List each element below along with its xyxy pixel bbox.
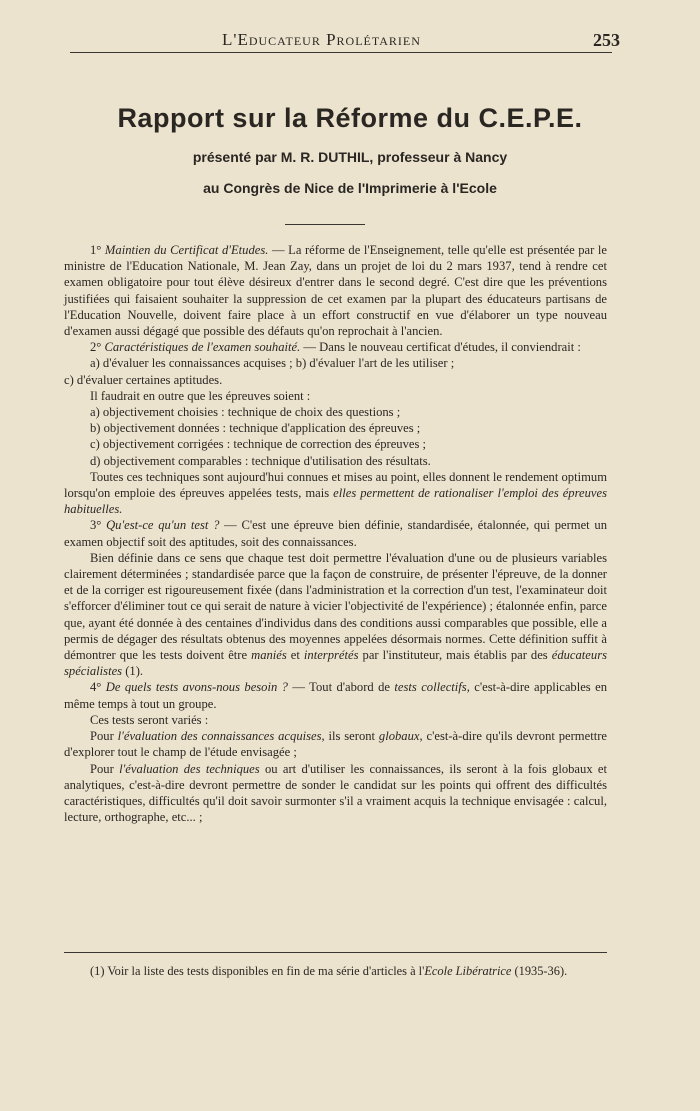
section-4-p2-a: Pour xyxy=(90,761,120,776)
section-3-definition-text: Bien définie dans ce sens que chaque test doit permettre l'évaluation d'une ou de plusieurs variables clairement déterminées ; standardisée parce que la façon de construire, de présenter l'épreuve, de la donner et de la corriger est rigoureusement fixée (dans l'administration et la correction d'un test, l'examinateur doit s'efforcer d'éliminer tout ce qui serait de nature à vicier l'objectivité de l'expérience) ; étalonnée enfin, parce que, ayant été donnée à des centaines d'individus dans des conditions aussi comparables que possible, elle a permis de dégager des résultats obtenus des moyennes appelées désormais normes. Cette définition suffit à démontrer que les tests doivent être xyxy=(64,550,607,663)
section-2-number: 2° xyxy=(90,340,105,355)
title-divider xyxy=(285,224,365,225)
section-4-p1-b: , ils seront xyxy=(321,729,379,744)
section-3-and: et xyxy=(286,648,304,663)
running-header xyxy=(70,30,620,53)
section-2-list-c: c) d'évaluer certaines aptitudes. xyxy=(64,372,223,387)
article-subtitle-congress: au Congrès de Nice de l'Imprimerie à l'Ecole xyxy=(203,180,497,196)
section-1-heading: Maintien du Certificat d'Etudes. xyxy=(104,243,269,257)
section-2-conclusion-italic: elles permettent de rationaliser l'emploi des épreuves habituelles. xyxy=(64,486,608,517)
section-3-definition-text-b: par l'instituteur, mais établis par des xyxy=(358,648,552,663)
section-3-italic-specialistes: éducateurs spécialistes xyxy=(64,648,607,679)
section-3-italic-manies: maniés xyxy=(251,648,287,663)
section-2-paragraph xyxy=(64,339,607,355)
section-2-item-b: b) objectivement données : technique d'application des épreuves ; xyxy=(90,421,421,436)
section-3-heading: Qu'est-ce qu'un test ? xyxy=(106,518,220,533)
footnote-divider xyxy=(64,952,607,953)
section-2-item-d: d) objectivement comparables : technique d'utilisation des résultats. xyxy=(90,453,431,468)
article-title: Rapport sur la Réforme du C.E.P.E. xyxy=(117,103,583,133)
section-3-text: — C'est une épreuve bien définie, standardisée, étalonnée, qui permet un examen objectif soit des aptitudes, soit des connaissances. xyxy=(64,518,608,549)
section-2-conclusion-text: Toutes ces techniques sont aujourd'hui connues et mises au point, elles donnent le rendement optimum lorsqu'on emploie des épreuves appelées tests, mais xyxy=(64,469,607,501)
section-4-p2-b: ou art d'utiliser les connaissances, ils seront à la fois globaux et analytiques, c'est-à-dire devront permettre de sonder le candidat sur les points qui offrent des difficultés caractéristiques, difficultés qu'il doit savoir surmonter s'il a vraiment acquis la technique envisagée : calcul, lecture, orthographe, etc... ; xyxy=(64,761,607,825)
section-4-p1-italic: l'évaluation des connaissances acquises xyxy=(117,729,322,744)
section-2-conclusion xyxy=(64,469,607,518)
section-2-heading: Caractéristiques de l'examen souhaité. xyxy=(104,340,301,355)
footnote-text-end: (1935-36). xyxy=(511,964,568,978)
section-3-paragraph xyxy=(64,517,607,549)
section-1-number: 1° xyxy=(90,243,105,257)
footnote-italic-source: Ecole Libératrice xyxy=(424,964,512,978)
section-4-p2-italic: l'évaluation des techniques xyxy=(119,761,260,776)
section-4-paragraph xyxy=(64,679,607,711)
section-4-p1-italic-globaux: globaux xyxy=(378,729,420,744)
section-4-number: 4° xyxy=(90,680,106,695)
section-2-item-c: c) objectivement corrigées : technique de correction des épreuves ; xyxy=(90,437,427,452)
article-subtitle-author: présenté par M. R. DUTHIL, professeur à Nancy xyxy=(192,149,508,165)
section-2-list-ab: a) d'évaluer les connaissances acquises ; b) d'évaluer l'art de les utiliser ; xyxy=(90,356,455,371)
section-2-text: — Dans le nouveau certificat d'études, il conviendrait : xyxy=(300,340,581,355)
footnote xyxy=(64,963,607,979)
section-3-italic-interpretes: interprétés xyxy=(303,648,359,663)
section-1-text: — La réforme de l'Enseignement, telle qu'elle est présentée par le ministre de l'Education Nationale, M. Jean Zay, dans un projet de loi du 2 mars 1937, tend à rendre cet examen obligatoire pour tout élève désireux d'entrer dans le second degré. C'est dire que les préventions justifiées qui faisaient souhaiter la suppression de cet examen par la plupart des éducateurs partisans de l'Education Nouvelle, doivent faire place à un effort constructif en vue d'élaborer un type nouveau d'examen aussi dégagé que possible des défauts qu'on reprochait à l'ancien. xyxy=(64,243,607,339)
section-4-techniques xyxy=(64,761,607,826)
section-3-footnote-ref: (1). xyxy=(122,664,144,679)
running-title: L'Educateur Prolétarien xyxy=(222,30,421,49)
article-body xyxy=(64,242,607,825)
section-4-p1-c: , c'est-à-dire qu'ils devront permettre d'explorer tout le champ de l'étude envisagée ; xyxy=(64,729,607,760)
section-4-text-b: , c'est-à-dire applicables en même temps à tout un groupe. xyxy=(64,680,607,711)
section-2-item-a: a) objectivement choisies : technique de choix des questions ; xyxy=(90,405,401,420)
section-2-intro: Il faudrait en outre que les épreuves soient : xyxy=(90,388,311,403)
section-4-connaissances xyxy=(64,728,607,760)
section-4-text-a: — Tout d'abord de xyxy=(287,680,395,695)
section-3-number: 3° xyxy=(90,518,107,533)
section-3-definition xyxy=(64,550,607,680)
section-4-heading: De quels tests avons-nous besoin ? xyxy=(105,680,288,695)
footnote-text: (1) Voir la liste des tests disponibles en fin de ma série d'articles à l' xyxy=(90,964,425,978)
section-4-p1-a: Pour xyxy=(90,729,118,744)
section-4-italic-collectifs: tests collectifs xyxy=(394,680,467,695)
section-1-paragraph xyxy=(64,242,607,339)
page-number: 253 xyxy=(593,30,620,50)
section-4-varies: Ces tests seront variés : xyxy=(90,712,209,727)
